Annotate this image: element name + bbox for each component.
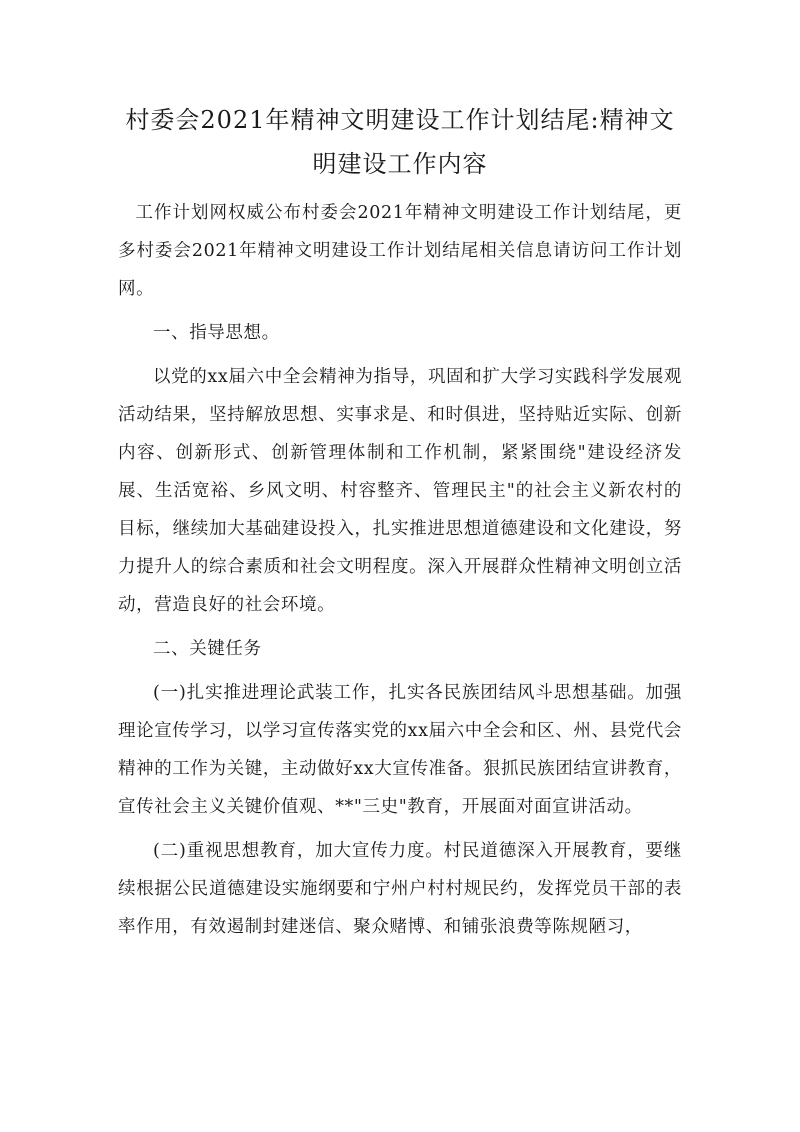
section1-body: 以党的xx届六中全会精神为指导，巩固和扩大学习实践科学发展观活动结果，坚持解放思想、实事求是、和时俱进，坚持贴近实际、创新内容、创新形式、创新管理体制和工作机制，紧紧围绕"建设经济发展、生活宽裕、乡风文明、村容整齐、管理民主"的社会主义新农村的目标，继续加大基础建设投入，扎实推进思想道德建设和文化建设，努力提升人的综合素质和社会文明程度。深入开展群众性精神文明创立活动，营造良好的社会环境。	[118, 367, 682, 615]
section2-heading: 二、关键任务	[153, 639, 262, 659]
document-title: 村委会2021年精神文明建设工作计划结尾:精神文明建设工作内容	[125, 106, 675, 178]
task1-paragraph: (一)扎实推进理论武装工作，扎实各民族团结风斗思想基础。加强理论宣传学习，以学习宣传落实党的xx届六中全会和区、州、县党代会精神的工作为关键，主动做好xx大宣传准备。狠抓民族团结宣讲教育，宣传社会主义关键价值观、**"三史"教育，开展面对面宣讲活动。	[118, 683, 682, 817]
intro-paragraph: 工作计划网权威公布村委会2021年精神文明建设工作计划结尾，更多村委会2021年精神文明建设工作计划结尾相关信息请访问工作计划网。	[118, 203, 682, 299]
section1-heading: 一、指导思想。	[153, 323, 280, 343]
task2-paragraph: (二)重视思想教育，加大宣传力度。村民道德深入开展教育，要继续根据公民道德建设实施纲要和宁州户村村规民约，发挥党员干部的表率作用，有效遏制封建迷信、聚众赌博、和铺张浪费等陈规陋习，	[118, 841, 682, 937]
